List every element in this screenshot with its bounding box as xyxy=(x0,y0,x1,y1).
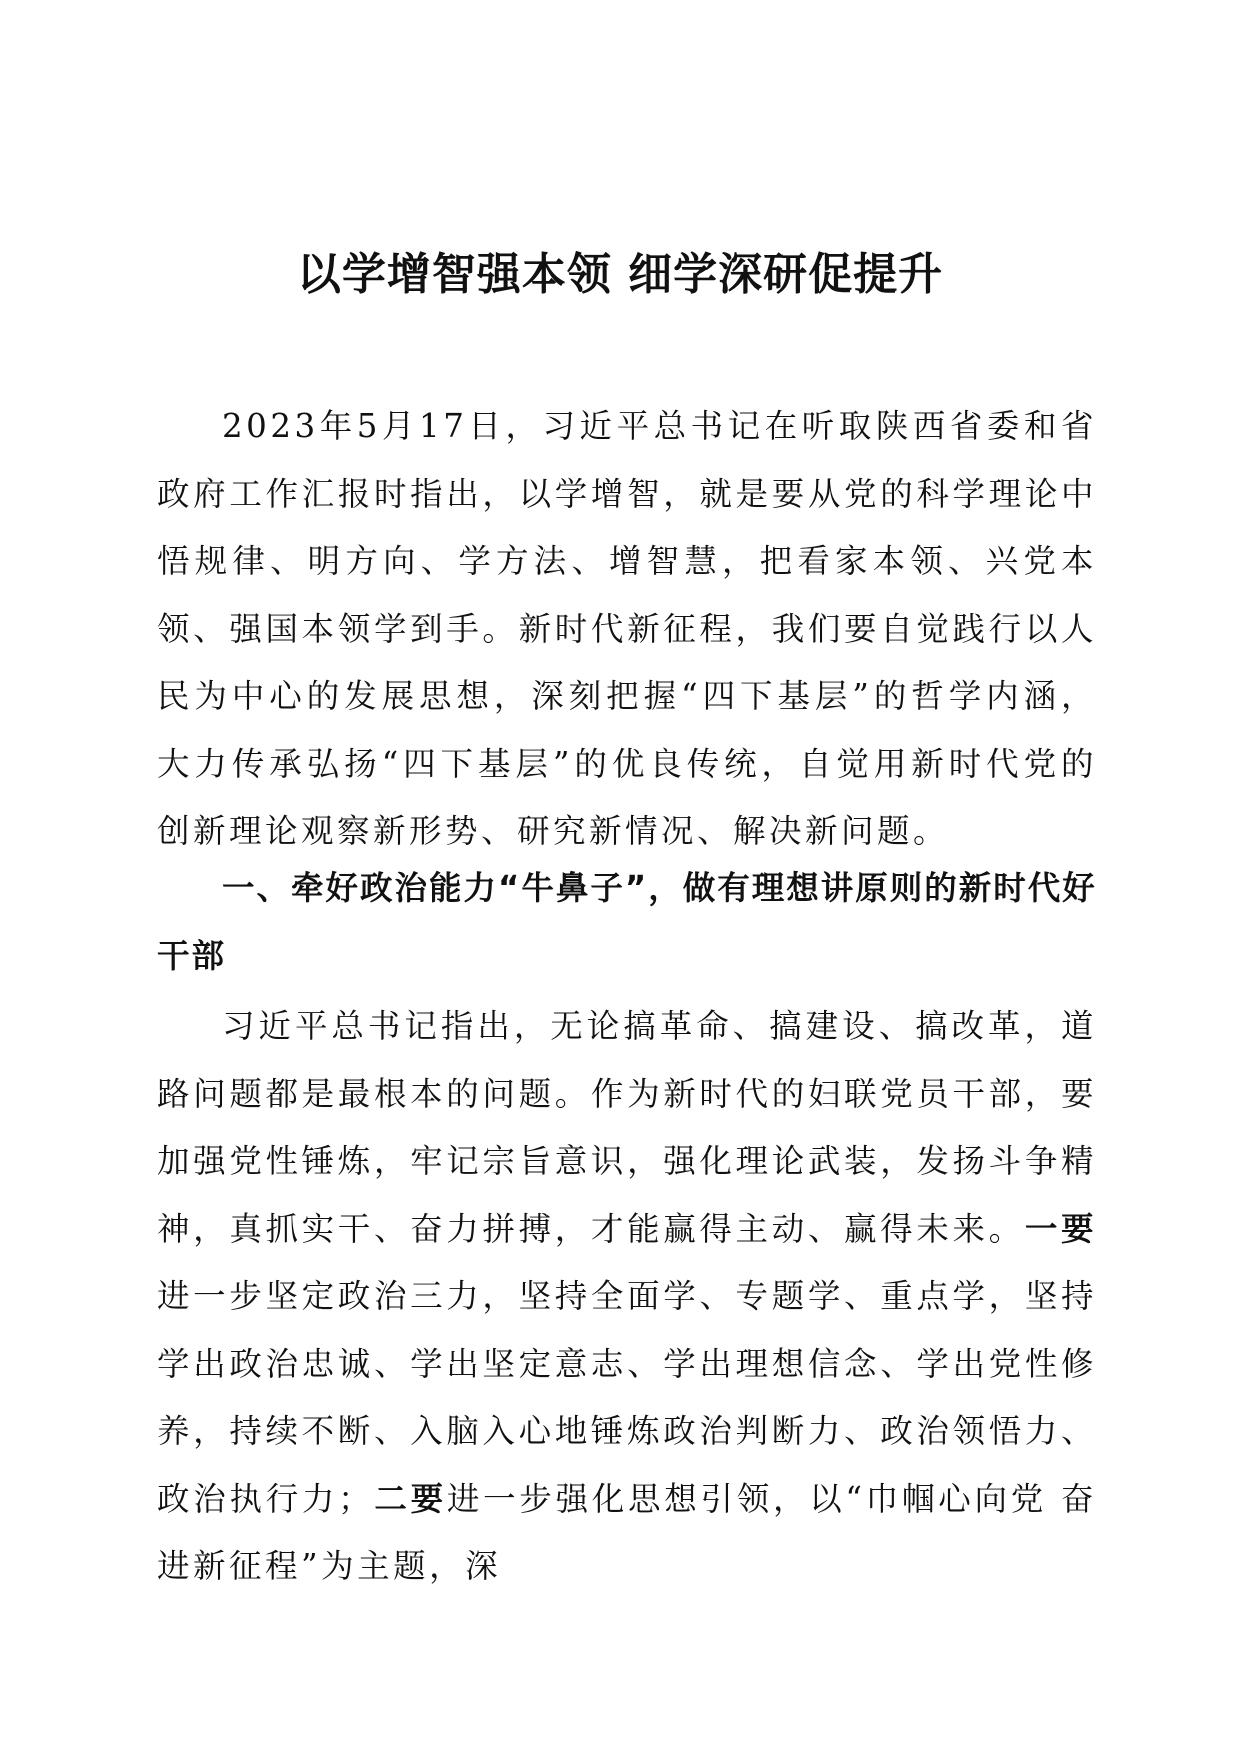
point-lead-second: 二要 xyxy=(374,1479,447,1518)
paragraph-text-c: 进一步强化思想引领，以“巾帼心向党 奋进新征程”为主题，深 xyxy=(157,1479,1097,1585)
intro-paragraph: 2023年5月17日，习近平总书记在听取陕西省委和省政府工作汇报时指出，以学增智，就是要从党的科学理论中悟规律、明方向、学方法、增智慧，把看家本领、兴党本领、强国本领学到手。新时代新征程，我们要自觉践行以人民为中心的发展思想，深刻把握“四下基层”的哲学内涵，大力传承弘扬“四下基层”的优良传统，自觉用新时代党的创新理论观察新形势、研究新情况、解决新问题。 xyxy=(157,407,1097,850)
section-paragraph xyxy=(157,993,1097,1601)
section-heading: 一、牵好政治能力“牛鼻子”，做有理想讲原则的新时代好干部 xyxy=(157,869,1097,975)
document-title: 以学增智强本领 细学深研促提升 xyxy=(296,249,944,300)
paragraph-text-b: 进一步坚定政治三力，坚持全面学、专题学、重点学，坚持学出政治忠诚、学出坚定意志、学出理想信念、学出党性修养，持续不断、入脑入心地锤炼政治判断力、政治领悟力、政治执行力； xyxy=(157,1277,1097,1518)
point-lead-first: 一要 xyxy=(1024,1209,1097,1248)
paragraph-text-a: 习近平总书记指出，无论搞革命、搞建设、搞改革，道路问题都是最根本的问题。作为新时代的妇联党员干部，要加强党性锤炼，牢记宗旨意识，强化理论武装，发扬斗争精神，真抓实干、奋力拼搏，才能赢得主动、赢得未来。 xyxy=(157,1007,1097,1248)
